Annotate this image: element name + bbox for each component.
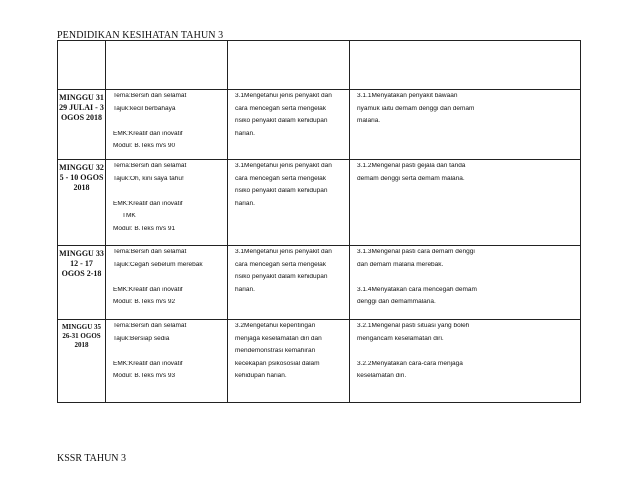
week-cell: MINGGU 31 29 JULAI - 3 OGOS 2018 (58, 90, 106, 160)
lesson-plan-table (57, 40, 581, 403)
standard-content-cell: 3.2Mengetahui kepentingan menjaga keselamatan diri dan mendemonstrasi kemahiran kecekapan psikososial dalam kehidupan harian. (228, 320, 350, 403)
emk-text: EMK:Kreatif dan inovatif (113, 200, 183, 207)
page-header-title: PENDIDIKAN KESIHATAN TAHUN 3 (57, 30, 224, 41)
theme-cell (106, 160, 228, 246)
learning-standard-cell: 3.1.3Mengenal pasti cara demam denggi dan demam malaria merebak. 3.1.4Menyatakan cara mencegah demam denggi dan demammalaria. (350, 246, 581, 320)
learning-standard-cell: 3.2.1Mengenal pasti situasi yang boleh mengancam keselamatan diri. 3.2.2Menyatakan cara-cara menjaga keselamatan diri. (350, 320, 581, 403)
tajuk-text: Tajuk:Oh, kini saya tahu! (113, 175, 184, 182)
theme-cell (106, 90, 228, 160)
emk-text: EMK:Kreatif dan inovatif (113, 286, 183, 293)
tajuk-text: Tajuk:Cegah sebelum merebak (113, 261, 203, 268)
modul-text: Modul: B.Teks m/s 91 (113, 225, 176, 232)
table-row (58, 90, 581, 160)
tajuk-text: Tajuk:Bersiap sedia (113, 335, 170, 342)
tema-text: Tema:Bersih dan selamat (113, 163, 187, 169)
modul-text: Modul: B.Teks m/s 93 (113, 373, 176, 379)
week-cell: MINGGU 35 26-31 OGOS 2018 (58, 320, 106, 403)
table-header-row (58, 41, 581, 90)
learning-standard-cell: 3.1.2Mengenal pasti gejala dan tanda demam denggi serta demam malaria. (350, 160, 581, 246)
tema-text: Tema:Bersih dan selamat (113, 323, 187, 329)
standard-content-cell: 3.1Mengetahui jenis penyakit dan cara mencegah serta mengelak risiko penyakit dalam kehidupan harian. (228, 90, 350, 160)
emk-text: EMK:Kreatif dan inovatif (113, 130, 183, 137)
week-cell: MINGGU 33 12 - 17 OGOS 2-18 (58, 246, 106, 320)
theme-cell (106, 246, 228, 320)
standard-content-cell: 3.1Mengetahui jenis penyakit dan cara mencegah serta mengelak risiko penyakit dalam kehidupan harian. (228, 246, 350, 320)
standard-content-cell: 3.1Mengetahui jenis penyakit dan cara mencegah serta mengelak risiko penyakit dalam kehidupan harian. (228, 160, 350, 246)
week-cell: MINGGU 32 5 - 10 OGOS 2018 (58, 160, 106, 246)
table-row (58, 160, 581, 246)
tmk-text: TMK (122, 213, 136, 219)
modul-text: Modul: B.Teks m/s 92 (113, 299, 176, 305)
tajuk-text: Tajuk:kecil berbahaya (113, 105, 176, 112)
table-row (58, 246, 581, 320)
tema-text: Tema:Bersih dan selamat (113, 249, 187, 255)
modul-text: Modul: B.Teks m/s 90 (113, 143, 176, 149)
tema-text: Tema:Bersih dan selamat (113, 93, 187, 99)
emk-text: EMK:Kreatif dan inovatif (113, 360, 183, 367)
table-row (58, 320, 581, 403)
learning-standard-cell: 3.1.1Menyatakan penyakit bawaan nyamuk iaitu demam denggi dan demam malaria. (350, 90, 581, 160)
theme-cell (106, 320, 228, 403)
page-footer-text: KSSR TAHUN 3 (57, 453, 127, 464)
